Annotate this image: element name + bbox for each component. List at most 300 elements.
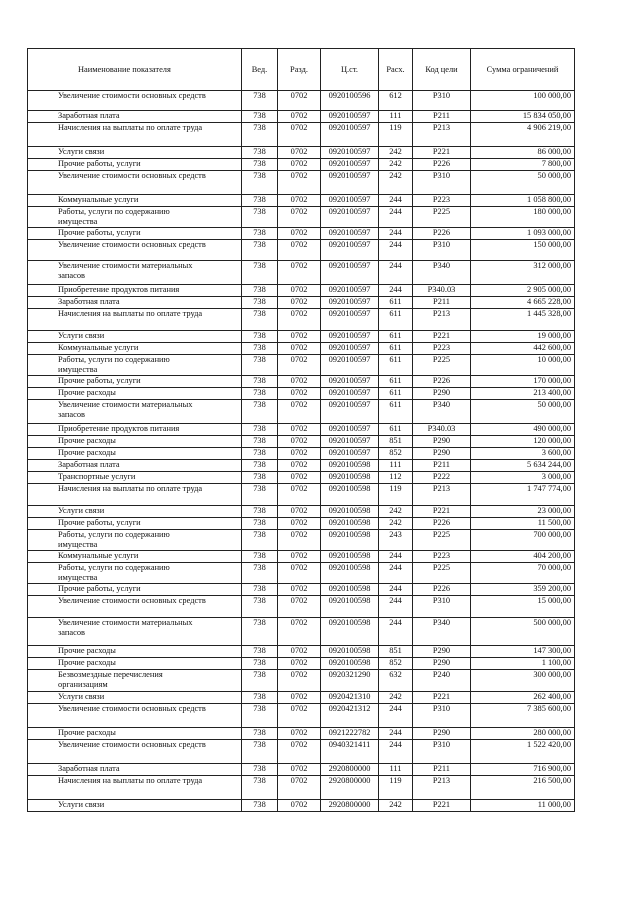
row-cst: 0920421310	[321, 692, 379, 704]
row-razd: 0702	[278, 563, 321, 584]
row-sum: 716 900,00	[471, 764, 575, 776]
row-name: Безвозмездные перечисления организациям	[28, 670, 242, 692]
row-ved: 738	[242, 285, 278, 297]
row-cst: 0920100597	[321, 331, 379, 343]
row-razd: 0702	[278, 228, 321, 240]
row-kod: Р213	[413, 123, 471, 147]
row-cst: 0920100598	[321, 518, 379, 530]
row-ved: 738	[242, 309, 278, 331]
row-rash: 119	[379, 123, 413, 147]
row-cst: 0920100597	[321, 123, 379, 147]
row-cst: 0920421312	[321, 704, 379, 728]
row-rash: 611	[379, 355, 413, 376]
row-kod: Р225	[413, 563, 471, 584]
row-rash: 242	[379, 692, 413, 704]
row-sum: 7 385 600,00	[471, 704, 575, 728]
row-rash: 852	[379, 448, 413, 460]
row-name: Начисления на выплаты по оплате труда	[28, 123, 242, 147]
row-name: Увеличение стоимости основных средств	[28, 91, 242, 111]
row-ved: 738	[242, 800, 278, 812]
table-row	[28, 123, 575, 147]
row-ved: 738	[242, 207, 278, 228]
row-razd: 0702	[278, 159, 321, 171]
table-row	[28, 159, 575, 171]
row-cst: 0920100597	[321, 424, 379, 436]
row-ved: 738	[242, 171, 278, 195]
row-kod: Р225	[413, 207, 471, 228]
col-header-name: Наименование показателя	[28, 49, 242, 91]
row-kod: Р223	[413, 551, 471, 563]
row-ved: 738	[242, 776, 278, 800]
row-name: Прочие работы, услуги	[28, 518, 242, 530]
row-razd: 0702	[278, 285, 321, 297]
row-kod: Р290	[413, 448, 471, 460]
row-name: Заработная плата	[28, 460, 242, 472]
row-name: Прочие расходы	[28, 388, 242, 400]
row-rash: 244	[379, 740, 413, 764]
row-rash: 244	[379, 195, 413, 207]
row-sum: 500 000,00	[471, 618, 575, 646]
row-razd: 0702	[278, 91, 321, 111]
row-name: Коммунальные услуги	[28, 551, 242, 563]
row-kod: Р213	[413, 484, 471, 506]
table-row	[28, 658, 575, 670]
row-kod: Р310	[413, 171, 471, 195]
row-rash: 242	[379, 506, 413, 518]
row-kod: Р226	[413, 159, 471, 171]
row-cst: 0920100598	[321, 484, 379, 506]
row-name: Услуги связи	[28, 147, 242, 159]
row-sum: 147 300,00	[471, 646, 575, 658]
table-row	[28, 261, 575, 285]
row-ved: 738	[242, 460, 278, 472]
table-row	[28, 460, 575, 472]
table-row	[28, 704, 575, 728]
row-cst: 0920100597	[321, 343, 379, 355]
row-name: Прочие расходы	[28, 646, 242, 658]
row-cst: 0920100597	[321, 309, 379, 331]
row-razd: 0702	[278, 240, 321, 261]
table-row	[28, 776, 575, 800]
row-razd: 0702	[278, 195, 321, 207]
row-rash: 632	[379, 670, 413, 692]
table-row	[28, 285, 575, 297]
row-ved: 738	[242, 563, 278, 584]
row-ved: 738	[242, 728, 278, 740]
row-ved: 738	[242, 740, 278, 764]
table-row	[28, 400, 575, 424]
row-sum: 359 200,00	[471, 584, 575, 596]
row-name: Приобретение продуктов питания	[28, 424, 242, 436]
row-ved: 738	[242, 376, 278, 388]
budget-table	[27, 48, 575, 812]
row-kod: Р221	[413, 331, 471, 343]
row-kod: Р310	[413, 240, 471, 261]
row-ved: 738	[242, 518, 278, 530]
row-ved: 738	[242, 195, 278, 207]
row-cst: 0920100597	[321, 436, 379, 448]
row-ved: 738	[242, 240, 278, 261]
row-name: Прочие расходы	[28, 728, 242, 740]
row-name: Коммунальные услуги	[28, 343, 242, 355]
row-razd: 0702	[278, 309, 321, 331]
table-row	[28, 692, 575, 704]
row-razd: 0702	[278, 207, 321, 228]
row-sum: 70 000,00	[471, 563, 575, 584]
row-razd: 0702	[278, 331, 321, 343]
row-cst: 0920100598	[321, 596, 379, 618]
row-kod: Р310	[413, 91, 471, 111]
row-razd: 0702	[278, 670, 321, 692]
row-ved: 738	[242, 424, 278, 436]
row-ved: 738	[242, 670, 278, 692]
row-rash: 611	[379, 309, 413, 331]
row-sum: 490 000,00	[471, 424, 575, 436]
row-ved: 738	[242, 91, 278, 111]
row-ved: 738	[242, 228, 278, 240]
row-name: Заработная плата	[28, 111, 242, 123]
row-rash: 111	[379, 111, 413, 123]
row-cst: 0940321411	[321, 740, 379, 764]
table-row	[28, 309, 575, 331]
row-kod: Р211	[413, 297, 471, 309]
row-kod: Р211	[413, 460, 471, 472]
row-ved: 738	[242, 436, 278, 448]
row-ved: 738	[242, 551, 278, 563]
col-header-cst: Ц.ст.	[321, 49, 379, 91]
row-ved: 738	[242, 123, 278, 147]
row-razd: 0702	[278, 171, 321, 195]
row-rash: 119	[379, 484, 413, 506]
row-rash: 611	[379, 424, 413, 436]
row-rash: 111	[379, 764, 413, 776]
row-razd: 0702	[278, 618, 321, 646]
row-kod: Р221	[413, 800, 471, 812]
row-cst: 0920100597	[321, 297, 379, 309]
row-razd: 0702	[278, 388, 321, 400]
row-rash: 111	[379, 460, 413, 472]
row-cst: 0920100597	[321, 261, 379, 285]
row-name: Заработная плата	[28, 297, 242, 309]
row-kod: Р340.03	[413, 285, 471, 297]
row-kod: Р223	[413, 343, 471, 355]
row-kod: Р310	[413, 596, 471, 618]
row-rash: 611	[379, 400, 413, 424]
row-rash: 112	[379, 472, 413, 484]
row-rash: 244	[379, 618, 413, 646]
row-razd: 0702	[278, 472, 321, 484]
row-sum: 11 500,00	[471, 518, 575, 530]
row-sum: 1 058 800,00	[471, 195, 575, 207]
row-sum: 3 000,00	[471, 472, 575, 484]
row-rash: 244	[379, 584, 413, 596]
row-razd: 0702	[278, 530, 321, 551]
col-header-rash: Расх.	[379, 49, 413, 91]
row-rash: 851	[379, 646, 413, 658]
table-row	[28, 436, 575, 448]
row-name: Работы, услуги по содержанию имущества	[28, 207, 242, 228]
row-sum: 300 000,00	[471, 670, 575, 692]
row-cst: 0920100597	[321, 195, 379, 207]
table-row	[28, 448, 575, 460]
row-rash: 244	[379, 596, 413, 618]
row-name: Увеличение стоимости основных средств	[28, 240, 242, 261]
table-row	[28, 228, 575, 240]
row-cst: 0920100597	[321, 448, 379, 460]
row-ved: 738	[242, 261, 278, 285]
row-sum: 1 445 328,00	[471, 309, 575, 331]
row-name: Увеличение стоимости материальных запасов	[28, 400, 242, 424]
table-body	[28, 91, 575, 812]
row-cst: 2920800000	[321, 776, 379, 800]
row-sum: 11 000,00	[471, 800, 575, 812]
row-rash: 244	[379, 228, 413, 240]
row-razd: 0702	[278, 376, 321, 388]
table-row	[28, 563, 575, 584]
row-ved: 738	[242, 448, 278, 460]
row-cst: 0920100597	[321, 147, 379, 159]
row-ved: 738	[242, 584, 278, 596]
table-row	[28, 111, 575, 123]
table-row	[28, 506, 575, 518]
row-ved: 738	[242, 646, 278, 658]
row-cst: 0920100596	[321, 91, 379, 111]
row-rash: 242	[379, 800, 413, 812]
row-name: Услуги связи	[28, 506, 242, 518]
row-kod: Р221	[413, 506, 471, 518]
row-name: Прочие работы, услуги	[28, 159, 242, 171]
row-razd: 0702	[278, 261, 321, 285]
row-ved: 738	[242, 388, 278, 400]
row-rash: 243	[379, 530, 413, 551]
row-rash: 244	[379, 563, 413, 584]
row-cst: 0920100598	[321, 563, 379, 584]
row-cst: 0920100597	[321, 111, 379, 123]
row-cst: 0920321290	[321, 670, 379, 692]
row-cst: 2920800000	[321, 800, 379, 812]
row-sum: 2 905 000,00	[471, 285, 575, 297]
row-cst: 0920100597	[321, 285, 379, 297]
row-name: Увеличение стоимости основных средств	[28, 171, 242, 195]
row-name: Услуги связи	[28, 692, 242, 704]
row-ved: 738	[242, 147, 278, 159]
row-razd: 0702	[278, 448, 321, 460]
row-sum: 15 000,00	[471, 596, 575, 618]
table-row	[28, 195, 575, 207]
row-sum: 213 400,00	[471, 388, 575, 400]
row-rash: 119	[379, 776, 413, 800]
table-row	[28, 764, 575, 776]
table-row	[28, 518, 575, 530]
row-razd: 0702	[278, 551, 321, 563]
row-sum: 86 000,00	[471, 147, 575, 159]
row-sum: 442 600,00	[471, 343, 575, 355]
row-name: Услуги связи	[28, 331, 242, 343]
row-kod: Р226	[413, 584, 471, 596]
row-kod: Р225	[413, 355, 471, 376]
row-rash: 611	[379, 297, 413, 309]
table-row	[28, 297, 575, 309]
row-sum: 700 000,00	[471, 530, 575, 551]
row-name: Начисления на выплаты по оплате труда	[28, 309, 242, 331]
row-razd: 0702	[278, 424, 321, 436]
row-name: Увеличение стоимости материальных запасов	[28, 618, 242, 646]
table-row	[28, 800, 575, 812]
row-name: Транспортные услуги	[28, 472, 242, 484]
col-header-ved: Вед.	[242, 49, 278, 91]
table-row	[28, 91, 575, 111]
row-rash: 244	[379, 240, 413, 261]
row-ved: 738	[242, 343, 278, 355]
row-rash: 611	[379, 376, 413, 388]
table-row	[28, 618, 575, 646]
row-cst: 0920100598	[321, 506, 379, 518]
row-name: Прочие работы, услуги	[28, 228, 242, 240]
row-name: Прочие работы, услуги	[28, 376, 242, 388]
row-kod: Р222	[413, 472, 471, 484]
col-header-kod: Код цели	[413, 49, 471, 91]
row-kod: Р226	[413, 228, 471, 240]
row-sum: 19 000,00	[471, 331, 575, 343]
table-row	[28, 240, 575, 261]
row-ved: 738	[242, 530, 278, 551]
row-razd: 0702	[278, 800, 321, 812]
row-razd: 0702	[278, 484, 321, 506]
row-razd: 0702	[278, 111, 321, 123]
row-sum: 3 600,00	[471, 448, 575, 460]
row-sum: 150 000,00	[471, 240, 575, 261]
row-sum: 100 000,00	[471, 91, 575, 111]
row-ved: 738	[242, 472, 278, 484]
row-sum: 50 000,00	[471, 171, 575, 195]
row-razd: 0702	[278, 400, 321, 424]
row-kod: Р340	[413, 261, 471, 285]
row-name: Работы, услуги по содержанию имущества	[28, 355, 242, 376]
row-rash: 244	[379, 728, 413, 740]
row-cst: 0920100597	[321, 400, 379, 424]
row-razd: 0702	[278, 658, 321, 670]
table-row	[28, 207, 575, 228]
row-sum: 4 906 219,00	[471, 123, 575, 147]
row-sum: 1 100,00	[471, 658, 575, 670]
row-kod: Р213	[413, 776, 471, 800]
row-rash: 244	[379, 207, 413, 228]
table-row	[28, 355, 575, 376]
row-cst: 0920100597	[321, 355, 379, 376]
row-rash: 611	[379, 343, 413, 355]
table-row	[28, 646, 575, 658]
row-razd: 0702	[278, 740, 321, 764]
table-row	[28, 472, 575, 484]
row-razd: 0702	[278, 343, 321, 355]
row-name: Работы, услуги по содержанию имущества	[28, 563, 242, 584]
table-row	[28, 596, 575, 618]
row-name: Приобретение продуктов питания	[28, 285, 242, 297]
row-name: Прочие расходы	[28, 658, 242, 670]
row-ved: 738	[242, 658, 278, 670]
row-name: Начисления на выплаты по оплате труда	[28, 484, 242, 506]
row-ved: 738	[242, 159, 278, 171]
row-razd: 0702	[278, 147, 321, 159]
row-cst: 0920100597	[321, 228, 379, 240]
row-cst: 0920100598	[321, 646, 379, 658]
row-kod: Р221	[413, 147, 471, 159]
row-cst: 0920100598	[321, 472, 379, 484]
row-ved: 738	[242, 704, 278, 728]
row-name: Работы, услуги по содержанию имущества	[28, 530, 242, 551]
row-kod: Р290	[413, 728, 471, 740]
table-row	[28, 171, 575, 195]
row-rash: 611	[379, 388, 413, 400]
row-rash: 852	[379, 658, 413, 670]
row-ved: 738	[242, 596, 278, 618]
row-name: Увеличение стоимости материальных запасов	[28, 261, 242, 285]
row-kod: Р223	[413, 195, 471, 207]
row-sum: 216 500,00	[471, 776, 575, 800]
row-razd: 0702	[278, 692, 321, 704]
row-name: Услуги связи	[28, 800, 242, 812]
row-razd: 0702	[278, 776, 321, 800]
row-sum: 262 400,00	[471, 692, 575, 704]
table-row	[28, 424, 575, 436]
row-cst: 0920100597	[321, 159, 379, 171]
table-row	[28, 331, 575, 343]
row-kod: Р290	[413, 436, 471, 448]
row-ved: 738	[242, 355, 278, 376]
row-cst: 0920100597	[321, 240, 379, 261]
row-rash: 851	[379, 436, 413, 448]
row-name: Коммунальные услуги	[28, 195, 242, 207]
row-rash: 244	[379, 261, 413, 285]
row-kod: Р226	[413, 376, 471, 388]
row-sum: 7 800,00	[471, 159, 575, 171]
row-name: Увеличение стоимости основных средств	[28, 704, 242, 728]
row-razd: 0702	[278, 584, 321, 596]
row-sum: 50 000,00	[471, 400, 575, 424]
row-sum: 15 834 050,00	[471, 111, 575, 123]
row-kod: Р221	[413, 692, 471, 704]
row-rash: 611	[379, 331, 413, 343]
row-kod: Р340	[413, 400, 471, 424]
row-cst: 0921222782	[321, 728, 379, 740]
row-sum: 120 000,00	[471, 436, 575, 448]
row-razd: 0702	[278, 436, 321, 448]
row-ved: 738	[242, 297, 278, 309]
row-razd: 0702	[278, 646, 321, 658]
table-row	[28, 343, 575, 355]
row-kod: Р290	[413, 658, 471, 670]
row-razd: 0702	[278, 728, 321, 740]
row-cst: 0920100598	[321, 530, 379, 551]
row-kod: Р211	[413, 764, 471, 776]
row-sum: 170 000,00	[471, 376, 575, 388]
row-ved: 738	[242, 692, 278, 704]
table-row	[28, 551, 575, 563]
col-header-sum: Сумма ограничений	[471, 49, 575, 91]
row-kod: Р290	[413, 388, 471, 400]
row-kod: Р310	[413, 740, 471, 764]
table-row	[28, 484, 575, 506]
row-cst: 0920100598	[321, 584, 379, 596]
row-kod: Р211	[413, 111, 471, 123]
row-name: Увеличение стоимости основных средств	[28, 596, 242, 618]
row-cst: 2920800000	[321, 764, 379, 776]
row-rash: 244	[379, 704, 413, 728]
table-row	[28, 530, 575, 551]
row-cst: 0920100598	[321, 460, 379, 472]
row-kod: Р225	[413, 530, 471, 551]
row-rash: 244	[379, 285, 413, 297]
